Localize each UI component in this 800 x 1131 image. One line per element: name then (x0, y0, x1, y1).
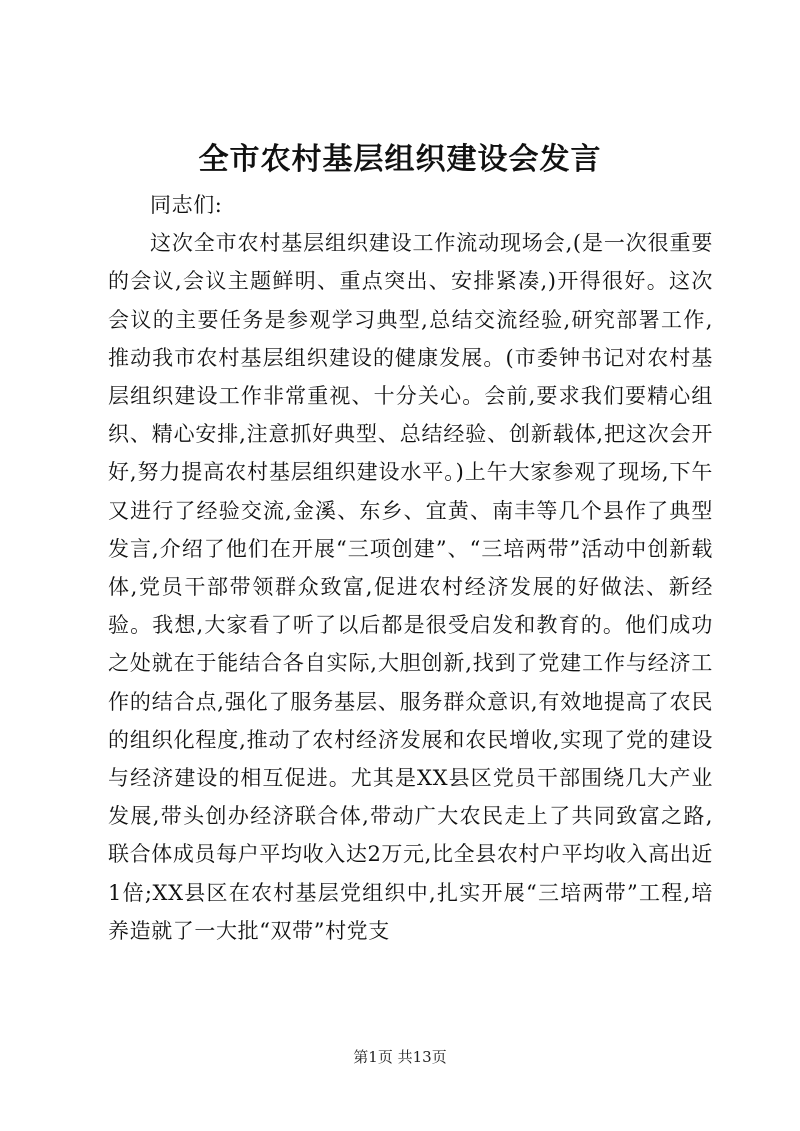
body-paragraph: 这次全市农村基层组织建设工作流动现场会,(是一次很重要的会议,会议主题鲜明、重点突出、安排紧凑,)开得很好。这次会议的主要任务是参观学习典型,总结交流经验,研究部署工作,推动我市农村基层组织建设的健康发展。(市委钟书记对农村基层组织建设工作非常重视、十分关心。会前,要求我们要精心组织、精心安排,注意抓好典型、总结经验、创新载体,把这次会开好,努力提高农村基层组织建设水平。)上午大家参观了现场,下午又进行了经验交流,金溪、东乡、宜黄、南丰等几个县作了典型发言,介绍了他们在开展“三项创建”、“三培两带”活动中创新载体,党员干部带领群众致富,促进农村经济发展的好做法、新经验。我想,大家看了听了以后都是很受启发和教育的。他们成功之处就在于能结合各自实际,大胆创新,找到了党建工作与经济工作的结合点,强化了服务基层、服务群众意识,有效地提高了农民的组织化程度,推动了农村经济发展和农民增收,实现了党的建设与经济建设的相互促进。尤其是XX县区党员干部围绕几大产业发展,带头创办经济联合体,带动广大农民走上了共同致富之路,联合体成员每户平均收入达2万元,比全县农村户平均收入高出近1倍;XX县区在农村基层党组织中,扎实开展“三培两带”工程,培养造就了一大批“双带”村党支 (108, 231, 713, 943)
page-number-footer: 第1页 共13页 (353, 1048, 447, 1066)
document-body (108, 186, 713, 950)
salutation: 同志们: (150, 193, 223, 217)
document-title: 全市农村基层组织建设会发言 (198, 142, 602, 177)
